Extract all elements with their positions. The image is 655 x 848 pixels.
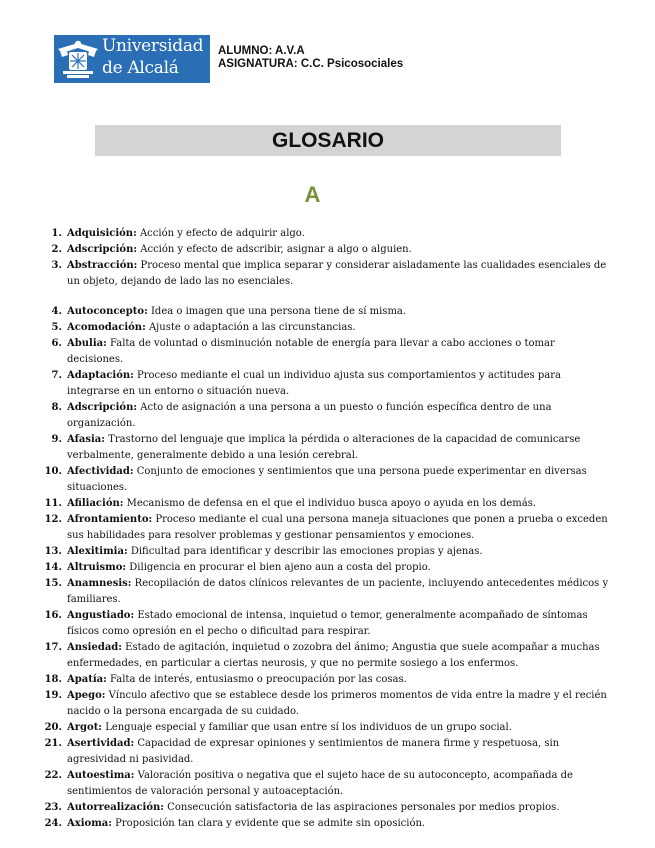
entry-term: Afectividad: (67, 466, 134, 477)
entry-term: Adscripción: (67, 244, 138, 255)
entry-definition: Dificultad para identificar y describir las emociones propias y ajenas. (130, 546, 483, 557)
entry-term: Abulia: (67, 338, 107, 349)
entry-term: Afasia: (67, 434, 105, 445)
glossary-entry (40, 258, 612, 290)
glossary-entry (40, 512, 612, 544)
glossary-entry (40, 242, 612, 258)
entry-definition: Acción y efecto de adquirir algo. (139, 228, 305, 239)
subject-label: ASIGNATURA: C.C. Psicosociales (218, 58, 404, 70)
entry-definition: Idea o imagen que una persona tiene de sí misma. (150, 306, 407, 317)
glossary-entry (40, 464, 612, 496)
entry-number: 16. (44, 610, 62, 621)
entry-term: Autoconcepto: (67, 306, 148, 317)
section-letter: A (304, 182, 321, 207)
entry-definition: Mecanismo de defensa en el que el individuo busca apoyo o ayuda en los demás. (126, 498, 537, 509)
title-bar (95, 125, 561, 156)
entry-definition: Consecución satisfactoria de las aspiraciones personales por medios propios. (167, 802, 560, 813)
entry-definition: Recopilación de datos clínicos relevantes de un paciente, incluyendo antecedentes médicos y familiares. (67, 578, 609, 605)
entry-definition: Ajuste o adaptación a las circunstancias. (148, 322, 356, 333)
entry-term: Afiliación: (67, 498, 124, 509)
entry-number: 2. (51, 244, 62, 255)
glossary-entry (40, 688, 612, 720)
entry-number: 12. (44, 514, 62, 525)
entry-number: 10. (44, 466, 62, 477)
logo-text-line1: Universidad (102, 36, 204, 56)
university-logo (54, 35, 210, 83)
entry-definition: Estado de agitación, inquietud o zozobra del ánimo; Angustia que suele acompañar a muchas enfermedades, en particular a ciertas neurosis, y que no permite sosiego a los enfermos. (67, 642, 600, 669)
entry-number: 15. (44, 578, 62, 589)
glossary-entry (40, 576, 612, 608)
entry-definition: Proceso mediante el cual una persona maneja situaciones que ponen a prueba o exceden sus habilidades para resolver problemas y gestionar pensamientos y emociones. (67, 514, 608, 541)
entry-number: 3. (51, 260, 62, 271)
entry-definition: Acción y efecto de adscribir, asignar a algo o alguien. (140, 244, 412, 255)
entry-definition: Falta de interés, entusiasmo o preocupación por las cosas. (110, 674, 407, 685)
glossary-entry (40, 608, 612, 640)
entry-number: 4. (51, 306, 62, 317)
entry-number: 18. (44, 674, 62, 685)
entry-term: Altruismo: (67, 562, 127, 573)
glossary-entry (40, 720, 612, 736)
entry-term: Axioma: (67, 818, 112, 829)
entry-number: 20. (44, 722, 62, 733)
entry-term: Acomodación: (67, 322, 146, 333)
entry-number: 22. (44, 770, 62, 781)
entry-definition: Acto de asignación a una persona a un puesto o función específica dentro de una organización. (67, 402, 552, 429)
glossary-entry (40, 496, 612, 512)
entry-term: Abstracción: (67, 260, 138, 271)
glossary-entry (40, 304, 612, 320)
entry-definition: Diligencia en procurar el bien ajeno aun a costa del propio. (129, 562, 431, 573)
university-crest-icon (54, 35, 102, 83)
entry-definition: Proceso mental que implica separar y considerar aisladamente las cualidades esenciales de un objeto, dejando de lado las no esenciales. (67, 260, 607, 287)
glossary-entry (40, 368, 612, 400)
entry-number: 6. (51, 338, 62, 349)
entry-term: Adscripción: (67, 402, 138, 413)
entry-number: 13. (44, 546, 62, 557)
entry-number: 21. (44, 738, 62, 749)
glossary-entry (40, 336, 612, 368)
entry-number: 23. (44, 802, 62, 813)
logo-text-line2: de Alcalá (102, 58, 179, 78)
glossary-entry (40, 560, 612, 576)
entry-term: Adquisición: (67, 228, 137, 239)
entry-number: 5. (51, 322, 62, 333)
entry-definition: Proposición tan clara y evidente que se admite sin oposición. (115, 818, 426, 829)
entry-number: 8. (51, 402, 62, 413)
entry-term: Apego: (67, 690, 106, 701)
entry-number: 7. (51, 370, 62, 381)
entry-term: Autoestima: (67, 770, 135, 781)
entry-term: Asertividad: (67, 738, 135, 749)
entry-number: 14. (44, 562, 62, 573)
glossary-entry (40, 544, 612, 560)
glossary-entry (40, 672, 612, 688)
entry-number: 17. (44, 642, 62, 653)
student-label: ALUMNO: A.V.A (218, 45, 305, 57)
entry-definition: Falta de voluntad o disminución notable de energía para llevar a cabo acciones o tomar decisiones. (67, 338, 555, 365)
entry-definition: Estado emocional de intensa, inquietud o temor, generalmente acompañado de síntomas físicos como opresión en el pecho o dificultad para respirar. (67, 610, 588, 637)
entry-number: 9. (51, 434, 62, 445)
glossary-entry (40, 226, 612, 242)
glossary-entry (40, 432, 612, 464)
entry-number: 19. (44, 690, 62, 701)
entry-term: Angustiado: (67, 610, 135, 621)
entry-term: Adaptación: (67, 370, 134, 381)
entry-definition: Proceso mediante el cual un individuo ajusta sus comportamientos y actitudes para integrarse en un entorno o situación nueva. (67, 370, 561, 397)
entry-definition: Capacidad de expresar opiniones y sentimientos de manera firme y respetuosa, sin agresividad ni pasividad. (67, 738, 560, 765)
glossary-entry (40, 640, 612, 672)
entry-number: 24. (44, 818, 62, 829)
glossary-entry (40, 400, 612, 432)
entry-number: 11. (44, 498, 62, 509)
entry-term: Afrontamiento: (67, 514, 153, 525)
glossary-entry (40, 816, 612, 832)
entry-term: Autorrealización: (67, 802, 164, 813)
glossary-entry (40, 800, 612, 816)
entry-term: Anamnesis: (67, 578, 132, 589)
glossary-entry (40, 320, 612, 336)
entry-definition: Vínculo afectivo que se establece desde los primeros momentos de vida entre la madre y el recién nacido o la persona encargada de su cuidado. (67, 690, 607, 717)
entry-definition: Trastorno del lenguaje que implica la pérdida o alteraciones de la capacidad de comunicarse verbalmente, generalmente debido a una lesión cerebral. (67, 434, 581, 461)
entry-number: 1. (51, 228, 62, 239)
glossary-list (40, 226, 612, 832)
entry-term: Ansiedad: (67, 642, 122, 653)
entry-definition: Conjunto de emociones y sentimientos que una persona puede experimentar en diversas situaciones. (67, 466, 587, 493)
glossary-entry (40, 736, 612, 768)
entry-term: Argot: (67, 722, 102, 733)
document-header (54, 35, 614, 85)
entry-term: Apatía: (67, 674, 107, 685)
document-meta (218, 45, 403, 71)
page-title: GLOSARIO (271, 129, 384, 152)
glossary-entry (40, 768, 612, 800)
entry-term: Alexitimia: (67, 546, 128, 557)
entry-definition: Lenguaje especial y familiar que usan entre sí los individuos de un grupo social. (105, 722, 512, 733)
entry-definition: Valoración positiva o negativa que el sujeto hace de su autoconcepto, acompañada de sentimientos de valoración personal y autoaceptación. (67, 770, 573, 797)
